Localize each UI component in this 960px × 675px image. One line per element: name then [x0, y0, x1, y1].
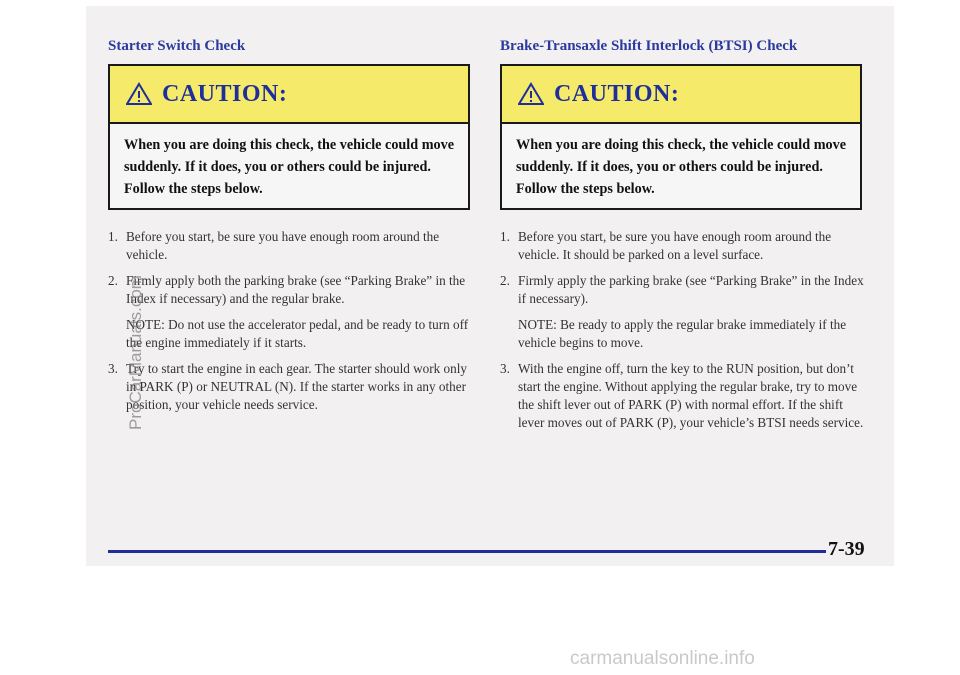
- step-number: 1.: [500, 229, 510, 244]
- warning-triangle-icon: [126, 82, 152, 106]
- caution-title: CAUTION:: [162, 80, 288, 107]
- section-heading-starter-switch: Starter Switch Check: [108, 38, 246, 54]
- caution-text: When you are doing this check, the vehicle could move suddenly. If it does, you or others could be injured. Follow the steps below.: [516, 137, 846, 197]
- step-list: [108, 228, 480, 422]
- step-text: Try to start the engine in each gear. The starter should work only in PARK (P) or NEUTRAL (N). If the starter works in any other position, your vehicle needs service.: [126, 361, 467, 412]
- list-item: [500, 272, 872, 308]
- caution-title: CAUTION:: [554, 80, 680, 107]
- caution-text: When you are doing this check, the vehicle could move suddenly. If it does, you or others could be injured. Follow the steps below.: [124, 137, 454, 197]
- footer-rule: [108, 550, 826, 553]
- list-item: [108, 360, 480, 414]
- step-number: 3.: [500, 361, 510, 376]
- caution-header: [502, 66, 860, 124]
- step-number: 1.: [108, 229, 118, 244]
- step-text: Firmly apply both the parking brake (see “Parking Brake” in the Index if necessary) and the regular brake.: [126, 273, 466, 306]
- step-number: 2.: [500, 273, 510, 288]
- step-number: 2.: [108, 273, 118, 288]
- step-text: Before you start, be sure you have enough room around the vehicle. It should be parked on a level surface.: [518, 229, 832, 262]
- page-number: 7-39: [828, 538, 865, 560]
- bottom-watermark: carmanualsonline.info: [570, 648, 755, 669]
- side-watermark-text: ProCarManuals.com: [126, 275, 145, 430]
- manual-page: [86, 6, 894, 566]
- caution-box: [500, 64, 862, 210]
- list-item: [500, 360, 872, 432]
- step-text: Before you start, be sure you have enough room around the vehicle.: [126, 229, 440, 262]
- step-text: Firmly apply the parking brake (see “Parking Brake” in the Index if necessary).: [518, 273, 864, 306]
- step-number: 3.: [108, 361, 118, 376]
- note-text: NOTE: Do not use the accelerator pedal, and be ready to turn off the engine immediately if it starts.: [126, 317, 469, 350]
- side-watermark: [110, 210, 145, 430]
- list-item: [500, 228, 872, 264]
- caution-box: [108, 64, 470, 210]
- warning-triangle-icon: [518, 82, 544, 106]
- step-list: [500, 228, 872, 440]
- step-text: With the engine off, turn the key to the RUN position, but don’t start the engine. Without applying the regular brake, try to move the shift lever out of PARK (P) with normal effort. If the shift lever moves out of PARK (P), your vehicle’s BTSI needs service.: [518, 361, 864, 430]
- note-text: NOTE: Be ready to apply the regular brake immediately if the vehicle begins to move.: [518, 317, 847, 350]
- list-item: [108, 228, 480, 264]
- caution-header: [110, 66, 468, 124]
- section-heading-btsi: Brake-Transaxle Shift Interlock (BTSI) Check: [500, 38, 798, 54]
- list-item: [108, 272, 480, 308]
